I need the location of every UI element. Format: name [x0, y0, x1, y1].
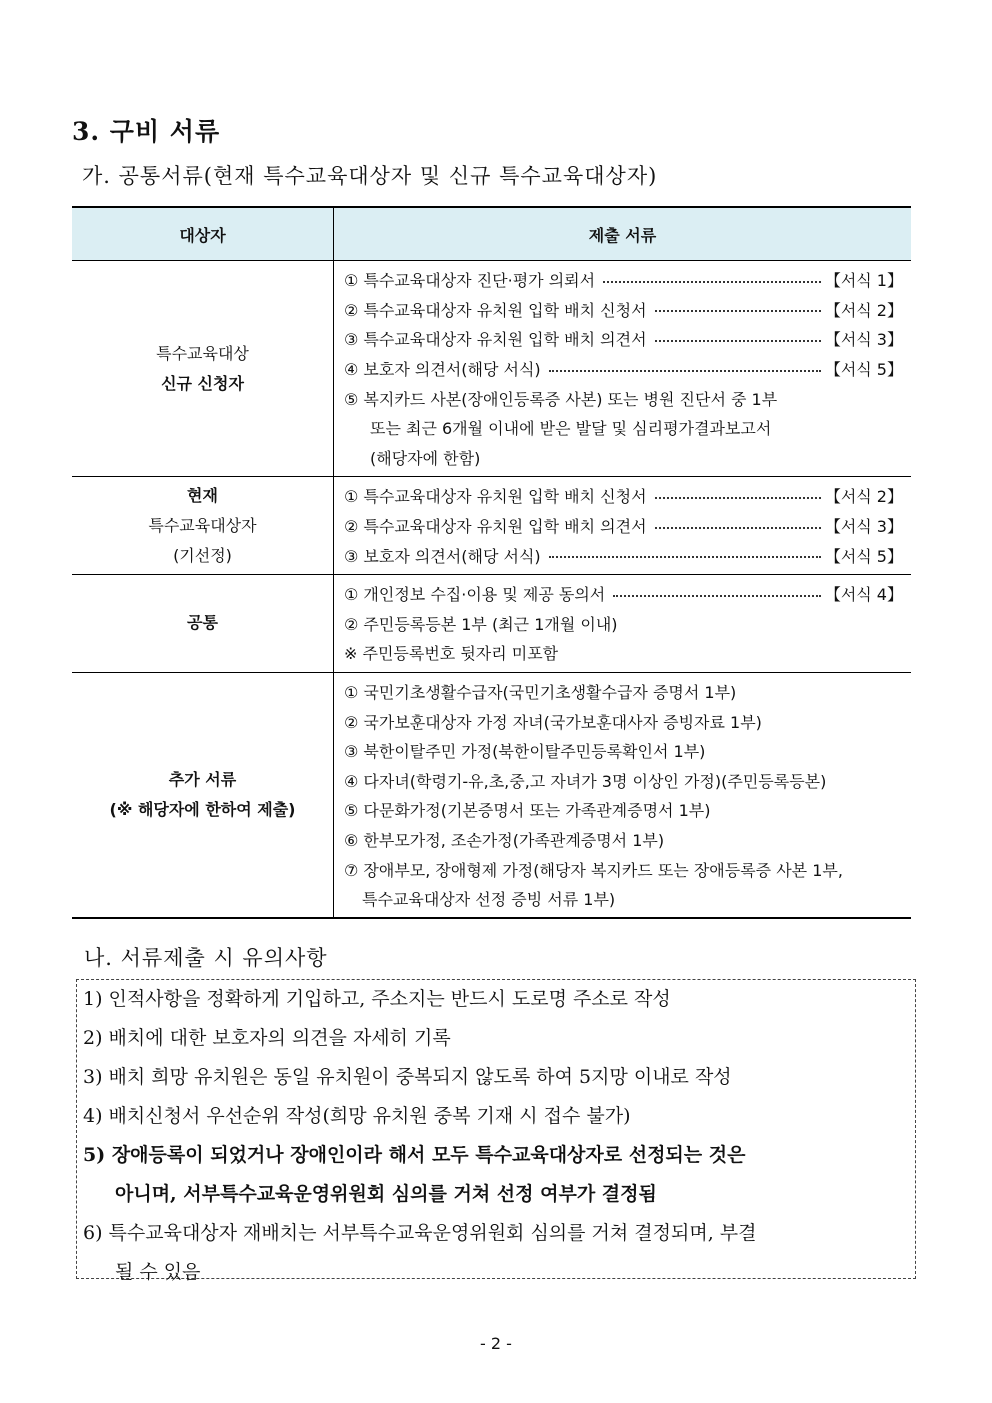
- table-header-row: [72, 207, 911, 261]
- document-item: ② 특수교육대상자 유치원 입학 배치 의견서 【서식 3】: [344, 511, 903, 541]
- form-number: 【서식 3】: [824, 330, 903, 350]
- section-heading: 3. 구비 서류: [72, 117, 221, 146]
- document-item: ② 특수교육대상자 유치원 입학 배치 신청서 【서식 2】: [344, 295, 903, 325]
- form-number: 【서식 4】: [824, 585, 903, 605]
- document-item: ③ 보호자 의견서(해당 서식) 【서식 5】: [344, 540, 903, 570]
- precaution-item: 6) 특수교육대상자 재배치는 서부특수교육운영위원회 심의를 거쳐 결정되며, 부결: [83, 1222, 757, 1244]
- document-item: ① 특수교육대상자 유치원 입학 배치 신청서 【서식 2】: [344, 481, 903, 511]
- document-item: ④ 다자녀(학령기-유,초,중,고 자녀가 3명 이상인 가정)(주민등록등본): [344, 771, 827, 791]
- documents-cell: [334, 574, 912, 672]
- table-row-additional: [72, 672, 911, 918]
- precautions-box: [76, 979, 916, 1283]
- precaution-item: 5) 장애등록이 되었거나 장애인이라 해서 모두 특수교육대상자로 선정되는 것은: [83, 1144, 746, 1166]
- target-line: (※ 해당자에 한하여 제출): [109, 800, 296, 820]
- subheading-precautions: 나. 서류제출 시 유의사항: [84, 946, 328, 970]
- precaution-item: 4) 배치신청서 우선순위 작성(희망 유치원 중복 기재 시 접수 불가): [83, 1105, 631, 1127]
- document-item-continuation: 특수교육대상자 선정 증빙 서류 1부): [362, 890, 616, 910]
- document-item: ③ 특수교육대상자 유치원 입학 배치 의견서 【서식 3】: [344, 324, 903, 354]
- table-row-common: [72, 574, 911, 672]
- documents-cell: [334, 672, 912, 918]
- document-item: ② 주민등록등본 1부 (최근 1개월 이내): [344, 614, 618, 634]
- precaution-item-continuation: 될 수 있음: [115, 1261, 201, 1283]
- form-number: 【서식 5】: [824, 360, 903, 380]
- document-item: ⑤ 복지카드 사본(장애인등록증 사본) 또는 병원 진단서 중 1부: [344, 389, 778, 409]
- document-item: ① 특수교육대상자 진단·평가 의뢰서 【서식 1】: [344, 265, 903, 295]
- documents-cell: [334, 477, 912, 575]
- target-cell: [72, 574, 334, 672]
- target-line: 추가 서류: [168, 770, 237, 790]
- precaution-item: 3) 배치 희망 유치원은 동일 유치원이 중복되지 않도록 하여 5지망 이내로 작성: [83, 1066, 732, 1088]
- document-item-continuation: (해당자에 한함): [370, 448, 481, 468]
- target-cell: [72, 477, 334, 575]
- table-row-new-applicant: [72, 261, 911, 477]
- target-line: (기선정): [173, 545, 232, 565]
- form-number: 【서식 3】: [824, 517, 903, 537]
- form-number: 【서식 2】: [824, 300, 903, 320]
- target-line: 공통: [187, 613, 218, 633]
- documents-table: [72, 206, 911, 919]
- precaution-item-continuation: 아니며, 서부특수교육운영위원회 심의를 거쳐 선정 여부가 결정됨: [115, 1183, 657, 1205]
- document-item: ④ 보호자 의견서(해당 서식) 【서식 5】: [344, 354, 903, 384]
- form-number: 【서식 1】: [824, 271, 903, 291]
- subheading-common-documents: 가. 공통서류(현재 특수교육대상자 및 신규 특수교육대상자): [82, 164, 658, 188]
- form-number: 【서식 2】: [824, 487, 903, 507]
- form-number: 【서식 5】: [824, 546, 903, 566]
- header-documents: 제출 서류: [334, 207, 912, 261]
- target-line: 현재: [187, 485, 218, 505]
- target-line: 특수교육대상자: [148, 515, 257, 535]
- document-item-continuation: 또는 최근 6개월 이내에 받은 발달 및 심리평가결과보고서: [370, 419, 772, 439]
- document-item: ① 개인정보 수집·이용 및 제공 동의서 【서식 4】: [344, 579, 903, 609]
- document-item: ⑤ 다문화가정(기본증명서 또는 가족관계증명서 1부): [344, 801, 711, 821]
- documents-cell: [334, 261, 912, 477]
- target-cell: [72, 261, 334, 477]
- table-row-current: [72, 477, 911, 575]
- document-item: ③ 북한이탈주민 가정(북한이탈주민등록확인서 1부): [344, 742, 706, 762]
- document-item: ⑥ 한부모가정, 조손가정(가족관계증명서 1부): [344, 830, 665, 850]
- precaution-item: 2) 배치에 대한 보호자의 의견을 자세히 기록: [83, 1027, 451, 1049]
- target-line: 특수교육대상: [156, 343, 249, 363]
- target-line: 신규 신청자: [161, 373, 244, 393]
- document-item: ⑦ 장애부모, 장애형제 가정(해당자 복지카드 또는 장애등록증 사본 1부,: [344, 860, 843, 880]
- target-cell: [72, 672, 334, 918]
- page-number: - 2 -: [480, 1334, 512, 1353]
- document-item: ② 국가보훈대상자 가정 자녀(국가보훈대사자 증빙자료 1부): [344, 712, 762, 732]
- header-target: 대상자: [72, 207, 334, 261]
- precaution-item: 1) 인적사항을 정확하게 기입하고, 주소지는 반드시 도로명 주소로 작성: [83, 988, 671, 1010]
- document-item: ① 국민기초생활수급자(국민기초생활수급자 증명서 1부): [344, 683, 737, 703]
- document-note: ※ 주민등록번호 뒷자리 미포함: [344, 644, 559, 664]
